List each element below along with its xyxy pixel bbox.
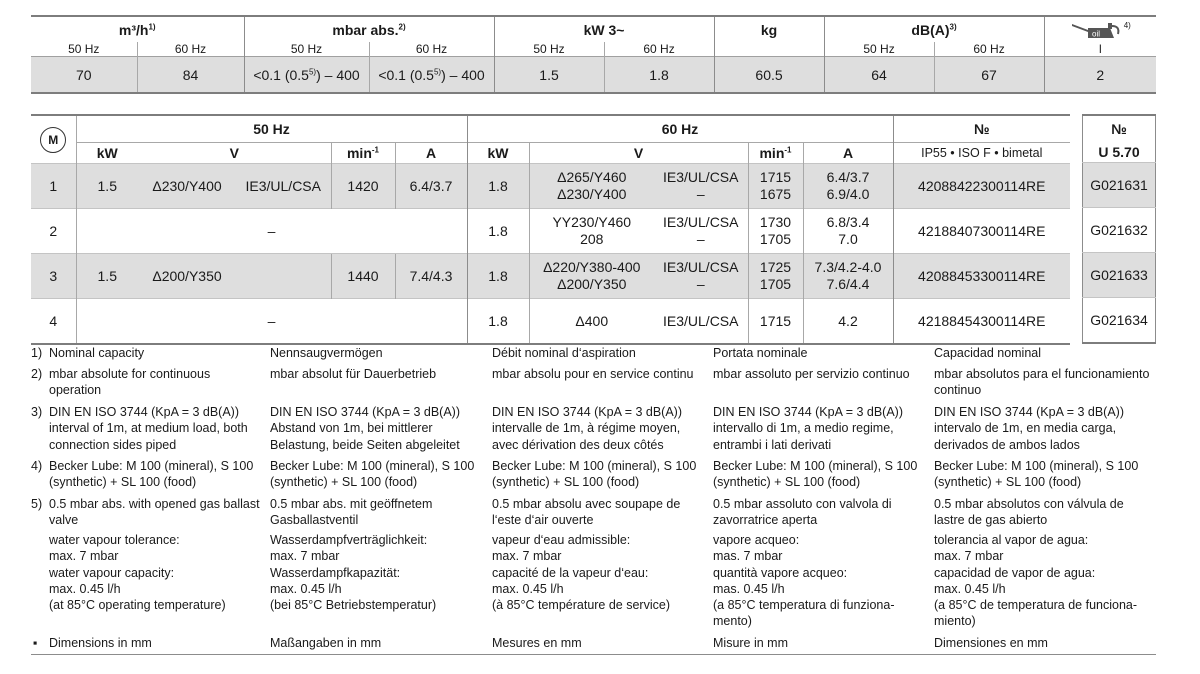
oil-ref: 4) <box>1123 20 1131 30</box>
standard-60: IE3/UL/CSA <box>654 299 748 345</box>
kw-50: 1.5 <box>76 164 138 209</box>
amps-60: 4.2 <box>803 299 893 345</box>
amps-50: 6.4/3.7 <box>395 164 467 209</box>
note-fr: Débit nominal d‘aspiration <box>492 346 636 360</box>
note-number: 5) <box>31 497 43 511</box>
note-en: Dimensions in mm <box>49 636 152 650</box>
pressure-50-value: <0.1 (0.5$^{5)}$) – 400 <box>244 57 369 94</box>
row-index: 1 <box>31 164 76 209</box>
pressure-50-label: 50 Hz <box>244 42 369 57</box>
oil-icon-text: oil <box>1091 29 1100 38</box>
standard-60: IE3/UL/CSA – <box>654 209 748 254</box>
flow-60-label: 60 Hz <box>137 42 244 57</box>
note-it: Becker Lube: M 100 (mineral), S 100 (synthetic) + SL 100 (food) <box>713 459 918 490</box>
part-number: 42188407300114RE <box>893 209 1070 254</box>
rpm-60: 1715 <box>748 299 803 345</box>
table-row <box>31 299 1070 345</box>
oil-unit-label: l <box>1044 42 1156 57</box>
u570-code: G021631 <box>1083 163 1156 208</box>
col-kw-60: kW <box>467 143 529 164</box>
weight-sub <box>714 42 824 57</box>
note-it: mbar assoluto per servizio continuo <box>713 367 910 381</box>
note-fr: Mesures en mm <box>492 636 582 650</box>
bullet-icon: ▪ <box>33 636 38 650</box>
motor-no-header: № <box>893 115 1070 143</box>
note-es: Capacidad nominal <box>934 346 1042 360</box>
col-kw-50: kW <box>76 143 138 164</box>
u570-table <box>1082 114 1156 344</box>
motor-50hz-header: 50 Hz <box>76 115 467 143</box>
note-de: Becker Lube: M 100 (mineral), S 100 (synthetic) + SL 100 (food) <box>270 459 475 490</box>
flow-50-value: 70 <box>31 57 137 94</box>
rpm-60: 1725 1705 <box>748 254 803 299</box>
col-min-50: $\min^{-1}$ <box>331 143 395 164</box>
amps-60: 6.8/3.4 7.0 <box>803 209 893 254</box>
vapour-note-fr: vapeur d‘eau admissible: max. 7 mbar capacité de la vapeur d‘eau: max. 0.45 l/h (à 85°C température de service) <box>492 533 670 613</box>
amps-60: 6.4/3.7 6.9/4.0 <box>803 164 893 209</box>
vapour-note-it: vapore acqueo: mas. 7 mbar quantità vapore acqueo: mas. 0.45 l/h (a 85°C temperatura di funziona- mento) <box>713 533 895 629</box>
weight-header: kg <box>714 16 824 42</box>
note-number: 1) <box>31 346 43 360</box>
u570-sub-header: U 5.70 <box>1098 144 1140 160</box>
note-number: 3) <box>31 405 43 419</box>
col-no-sub: IP55 • ISO F • bimetal <box>893 143 1070 164</box>
noise-60-label: 60 Hz <box>934 42 1044 57</box>
noise-60-value: 67 <box>934 57 1044 94</box>
note-number: 2) <box>31 367 43 381</box>
note-es: 0.5 mbar absolutos con válvula de lastre de gas abierto <box>934 497 1124 528</box>
noise-header: $dB(A)^{3)}$ <box>824 16 1044 42</box>
voltage-60: YY230/Y460 208 <box>529 209 654 254</box>
note-es: DIN EN ISO 3744 (KpA = 3 dB(A)) intervalo de 1m, en media carga, derivados de ambos lados <box>934 405 1125 452</box>
part-number: 42088453300114RE <box>893 254 1070 299</box>
kw-50: 1.5 <box>76 254 138 299</box>
col-v-60: V <box>529 143 748 164</box>
voltage-50: Δ200/Y350 <box>138 254 236 299</box>
rpm-50: 1420 <box>331 164 395 209</box>
kw-60: 1.8 <box>467 254 529 299</box>
col-min-60: $\min^{-1}$ <box>748 143 803 164</box>
kw-60: 1.8 <box>467 164 529 209</box>
motor-table <box>31 114 1070 345</box>
col-v-50: V <box>138 143 331 164</box>
note-fr: DIN EN ISO 3744 (KpA = 3 dB(A)) intervalle de 1m, à régime moyen, avec dérivation des deux côtés <box>492 405 683 452</box>
flow-60-value: 84 <box>137 57 244 94</box>
spec-table <box>31 15 1156 94</box>
kw-60: 1.8 <box>467 209 529 254</box>
table-row <box>31 209 1070 254</box>
note-es: mbar absolutos para el funcionamiento continuo <box>934 367 1150 398</box>
voltage-60: Δ400 <box>529 299 654 345</box>
note-es: Dimensiones en mm <box>934 636 1048 650</box>
amps-50: 7.4/4.3 <box>395 254 467 299</box>
flow-50-label: 50 Hz <box>68 42 100 56</box>
u570-code: G021634 <box>1083 298 1156 344</box>
note-en: mbar absolute for continuous operation <box>49 367 211 398</box>
voltage-60: Δ265/Y460 Δ230/Y400 <box>529 164 654 209</box>
standard-60: IE3/UL/CSA – <box>654 164 748 209</box>
note-it: DIN EN ISO 3744 (KpA = 3 dB(A)) intervallo di 1m, a medio regime, entrambi i lati derivati <box>713 405 904 452</box>
col-a-60: A <box>803 143 893 164</box>
row-index: 4 <box>31 299 76 345</box>
pressure-60-value: <0.1 (0.5$^{5)}$) – 400 <box>369 57 494 94</box>
footnotes <box>31 345 1156 656</box>
noise-50-label: 50 Hz <box>824 42 934 57</box>
power-60-value: 1.8 <box>604 57 714 94</box>
row-index: 2 <box>31 209 76 254</box>
voltage-50: Δ230/Y400 <box>138 164 236 209</box>
no-50hz-dash: – <box>76 299 467 345</box>
pressure-header: mbar abs.$^{2)}$ <box>244 16 494 42</box>
oil-value: 2 <box>1044 57 1156 94</box>
note-it: 0.5 mbar assoluto con valvola di zavorratrice aperta <box>713 497 892 528</box>
power-header: kW 3~ <box>494 16 714 42</box>
standard-50 <box>236 254 331 299</box>
amps-60: 7.3/4.2-4.0 7.6/4.4 <box>803 254 893 299</box>
note-it: Portata nominale <box>713 346 808 360</box>
note-de: Nennsaugvermögen <box>270 346 383 360</box>
u570-code: G021632 <box>1083 208 1156 253</box>
table-row <box>31 254 1070 299</box>
motor-60hz-header: 60 Hz <box>467 115 893 143</box>
note-en: Becker Lube: M 100 (mineral), S 100 (synthetic) + SL 100 (food) <box>49 459 254 490</box>
power-50-value: 1.5 <box>494 57 604 94</box>
row-index: 3 <box>31 254 76 299</box>
note-fr: 0.5 mbar absolu avec soupape de l‘este d‘air ouverte <box>492 497 681 528</box>
note-de: Maßangaben in mm <box>270 636 382 650</box>
motor-icon-cell <box>31 115 76 164</box>
power-60-label: 60 Hz <box>604 42 714 57</box>
note-number: 4) <box>31 459 43 473</box>
part-number: 42188454300114RE <box>893 299 1070 345</box>
note-en: DIN EN ISO 3744 (KpA = 3 dB(A)) interval of 1m, at medium load, both connection sides piped <box>49 405 248 452</box>
u570-code: G021633 <box>1083 253 1156 298</box>
note-en: Nominal capacity <box>49 346 145 360</box>
rpm-60: 1715 1675 <box>748 164 803 209</box>
pressure-60-label: 60 Hz <box>369 42 494 57</box>
no-50hz-dash: – <box>76 209 467 254</box>
note-es: Becker Lube: M 100 (mineral), S 100 (synthetic) + SL 100 (food) <box>934 459 1139 490</box>
oil-header <box>1044 16 1156 42</box>
oil-can-icon <box>1070 20 1124 40</box>
rpm-50: 1440 <box>331 254 395 299</box>
vapour-note-en: water vapour tolerance: max. 7 mbar water vapour capacity: max. 0.45 l/h (at 85°C operating temperature) <box>49 533 226 613</box>
note-de: mbar absolut für Dauerbetrieb <box>270 367 437 381</box>
voltage-60: Δ220/Y380-400 Δ200/Y350 <box>529 254 654 299</box>
bottom-rule <box>31 654 1156 655</box>
note-fr: mbar absolu pour en service continu <box>492 367 694 381</box>
noise-50-value: 64 <box>824 57 934 94</box>
vapour-note-es: tolerancia al vapor de agua: max. 7 mbar capacidad de vapor de agua: max. 0.45 l/h (a 85°C de temperatura de funciona- miento) <box>934 533 1138 629</box>
note-de: DIN EN ISO 3744 (KpA = 3 dB(A)) Abstand von 1m, bei mittlerer Belastung, beide Seiten abgeleitet <box>270 405 461 452</box>
note-de: 0.5 mbar abs. mit geöffnetem Gasballastventil <box>270 497 433 528</box>
part-number: 42088422300114RE <box>893 164 1070 209</box>
flow-header: $m^3/h^{1)}$ <box>31 16 244 42</box>
note-it: Misure in mm <box>713 636 789 650</box>
weight-value: 60.5 <box>714 57 824 94</box>
standard-50: IE3/UL/CSA <box>236 164 331 209</box>
note-en: 0.5 mbar abs. with opened gas ballast valve <box>49 497 260 528</box>
power-50-label: 50 Hz <box>494 42 604 57</box>
vapour-note-de: Wasserdampfverträglichkeit: max. 7 mbar Wasserdampfkapazität: max. 0.45 l/h (bei 85°C Betriebstemperatur) <box>270 533 437 613</box>
col-a-50: A <box>395 143 467 164</box>
rpm-60: 1730 1705 <box>748 209 803 254</box>
kw-60: 1.8 <box>467 299 529 345</box>
motor-icon: M <box>40 127 66 153</box>
u570-no-header: № <box>1083 115 1156 142</box>
note-fr: Becker Lube: M 100 (mineral), S 100 (synthetic) + SL 100 (food) <box>492 459 697 490</box>
table-row <box>31 164 1070 209</box>
standard-60: IE3/UL/CSA – <box>654 254 748 299</box>
